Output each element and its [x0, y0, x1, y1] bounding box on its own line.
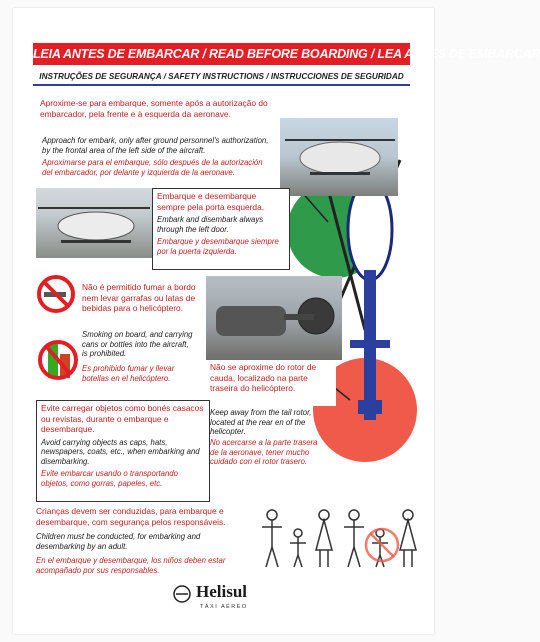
left-door-es: Embarque y desembarque siempre por la puerta izquierda.: [157, 237, 279, 256]
adult-icon: [400, 510, 416, 567]
title-separator: /: [370, 47, 378, 61]
helicopter-photo-3: [206, 276, 342, 360]
subtitle: INSTRUÇÕES DE SEGURANÇA / SAFETY INSTRUCTIONS / INSTRUCCIONES DE SEGURIDAD: [39, 72, 404, 81]
approach-pt: Aproxime-se para embarque, somente após a autorização do embarcador, pela frente e à esquerda da aeronave.: [40, 98, 268, 119]
adult-icon: [316, 510, 332, 567]
children-en: Children must be conducted, for embarking and desembarking by an adult.: [36, 532, 201, 551]
children-pt: Crianças devem ser conduzidas, para embarque e desembarque, com segurança pelos responsáveis.: [36, 506, 226, 527]
logo-tagline: TÁXI AÉREO: [200, 604, 248, 610]
left-door-en: Embark and disembark always through the left door.: [157, 215, 264, 234]
no-smoking-icon: [36, 274, 76, 314]
tail-rotor-es: No acercarse a la parte trasera de la aeronave, tener mucho cuidado con el rotor trasero.: [210, 438, 318, 467]
no-smoking-es: Es prohibido fumar y llevar botellas en el helicóptero.: [82, 364, 175, 383]
left-door-box: [152, 188, 290, 270]
no-smoking-en: Smoking on board, and carrying cans or bottles into the aircraft, is prohibited.: [82, 330, 193, 359]
approach-text-box: [36, 96, 276, 138]
prohibited-icon: [366, 529, 398, 561]
loose-objects-pt: Evite carregar objetos como bonés casacos ou revistas, durante o embarque e desembarque.: [41, 403, 204, 434]
loose-objects-box: [36, 400, 210, 502]
tail-rotor-box: [206, 360, 336, 406]
child-icon: [290, 529, 306, 567]
approach-photo: [280, 118, 398, 196]
approach-en: Approach for embark, only after ground personnel's authorization, by the frontal area of the left side of the aircraft.: [42, 136, 269, 155]
loose-objects-en: Avoid carrying objects as caps, hats, newspapers, coats, etc., when embarking and disembarking.: [41, 437, 200, 466]
helisul-logo: [172, 580, 282, 616]
title-es: LEA ANTES DE EMBARCAR: [377, 47, 540, 61]
tail-rotor-en: Keep away from the tail rotor, located at the rear en of the helicopter.: [210, 408, 312, 437]
approach-es: Aproximarse para el embarque, sólo después de la autorización del embarcador, por delante y izquierda de la aeronave.: [42, 158, 263, 177]
title-en: READ BEFORE BOARDING: [209, 47, 368, 61]
header-banner: [33, 43, 540, 65]
helicopter-photo-2: [36, 188, 152, 258]
children-es: En el embarque y desembarque, los niños deben estar acompañado por sus responsables.: [36, 556, 226, 575]
logo-emblem-icon: [172, 584, 192, 604]
family-icons: [258, 505, 418, 575]
left-door-pt: Embarque e desembarque sempre pela porta esquerda.: [157, 191, 265, 212]
divider-line: [33, 84, 410, 86]
no-smoking-pt: Não é permitido fumar a bordo nem levar garrafas ou latas de bebidas para o helicóptero.: [82, 282, 196, 313]
logo-name: Helisul: [196, 582, 248, 601]
title-pt: LEIA ANTES DE EMBARCAR: [33, 47, 200, 61]
adult-icon: [344, 510, 364, 567]
tail-rotor-photo: [206, 276, 342, 360]
tail-rotor-pt: Não se aproxime do rotor de cauda, localizado na parte traseira do helicóptero.: [210, 362, 317, 393]
helicopter-photo-1: [280, 118, 398, 196]
adult-icon: [262, 510, 282, 567]
title-separator: /: [202, 47, 210, 61]
loose-objects-es: Evite embarcar usando o transportando objetos, como gorras, papeles, etc.: [41, 469, 178, 488]
left-door-photo: [36, 188, 152, 258]
no-bottles-icon: [36, 332, 80, 388]
